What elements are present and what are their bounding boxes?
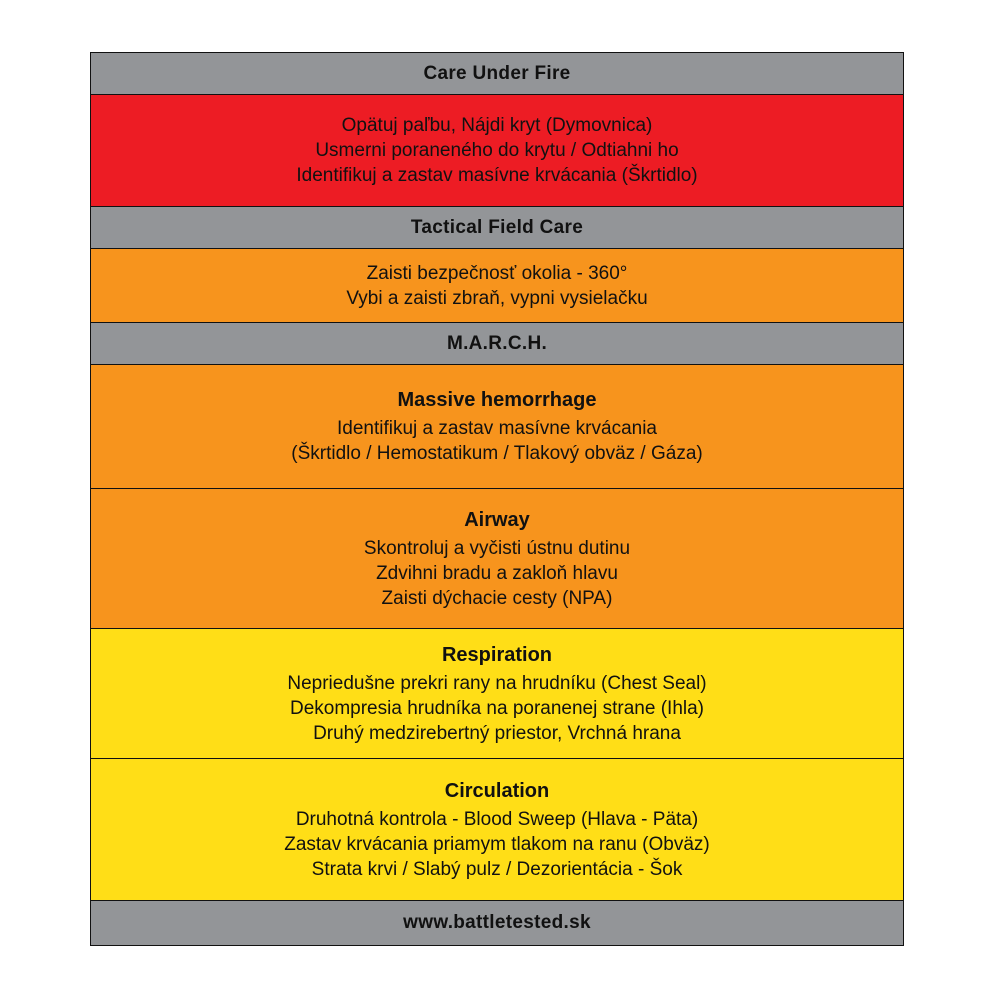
section-header-march <box>91 323 903 365</box>
care-under-fire-line-2: Usmerni poraneného do krytu / Odtiahni ho <box>315 140 679 161</box>
respiration-body <box>91 629 903 759</box>
section-header-tactical-field-care <box>91 207 903 249</box>
care-under-fire-line-1: Opätuj paľbu, Nájdi kryt (Dymovnica) <box>341 115 653 136</box>
respiration-title: Respiration <box>441 643 553 666</box>
tactical-field-care-title: Tactical Field Care <box>410 216 584 238</box>
march-title: M.A.R.C.H. <box>446 332 548 354</box>
airway-title: Airway <box>464 508 530 531</box>
airway-line-1: Skontroluj a vyčisti ústnu dutinu <box>363 537 631 559</box>
massive-hemorrhage-line-2: (Škrtidlo / Hemostatikum / Tlakový obväz / Gáza) <box>291 443 703 464</box>
respiration-line-3: Druhý medzirebertný priestor, Vrchná hrana <box>313 722 681 744</box>
circulation-line-1: Druhotná kontrola - Blood Sweep (Hlava - Päta) <box>295 808 699 830</box>
tactical-field-care-body <box>91 249 903 323</box>
footer-website <box>91 901 903 945</box>
care-under-fire-title: Care Under Fire <box>423 62 571 84</box>
circulation-body <box>91 759 903 901</box>
tccc-card <box>90 52 904 946</box>
respiration-line-1: Nepriedušne prekri rany na hrudníku (Chest Seal) <box>287 672 707 694</box>
massive-hemorrhage-body <box>91 365 903 489</box>
circulation-title: Circulation <box>444 779 550 802</box>
massive-hemorrhage-line-1: Identifikuj a zastav masívne krvácania <box>337 418 657 439</box>
airway-line-3: Zaisti dýchacie cesty (NPA) <box>381 587 613 609</box>
care-under-fire-line-3: Identifikuj a zastav masívne krvácania (Škrtidlo) <box>296 165 698 186</box>
website-link[interactable]: www.battletested.sk <box>403 912 591 933</box>
respiration-line-2: Dekompresia hrudníka na poranenej strane (Ihla) <box>289 697 704 719</box>
circulation-line-2: Zastav krvácania priamym tlakom na ranu (Obväz) <box>284 833 710 855</box>
tactical-field-care-line-1: Zaisti bezpečnosť okolia - 360° <box>366 262 628 284</box>
airway-body <box>91 489 903 629</box>
airway-line-2: Zdvihni bradu a zakloň hlavu <box>376 562 618 584</box>
tactical-field-care-line-2: Vybi a zaisti zbraň, vypni vysielačku <box>346 287 648 309</box>
section-header-care-under-fire <box>91 53 903 95</box>
circulation-line-3: Strata krvi / Slabý pulz / Dezorientácia - Šok <box>311 858 683 880</box>
care-under-fire-body <box>91 95 903 207</box>
massive-hemorrhage-title: Massive hemorrhage <box>397 389 597 411</box>
